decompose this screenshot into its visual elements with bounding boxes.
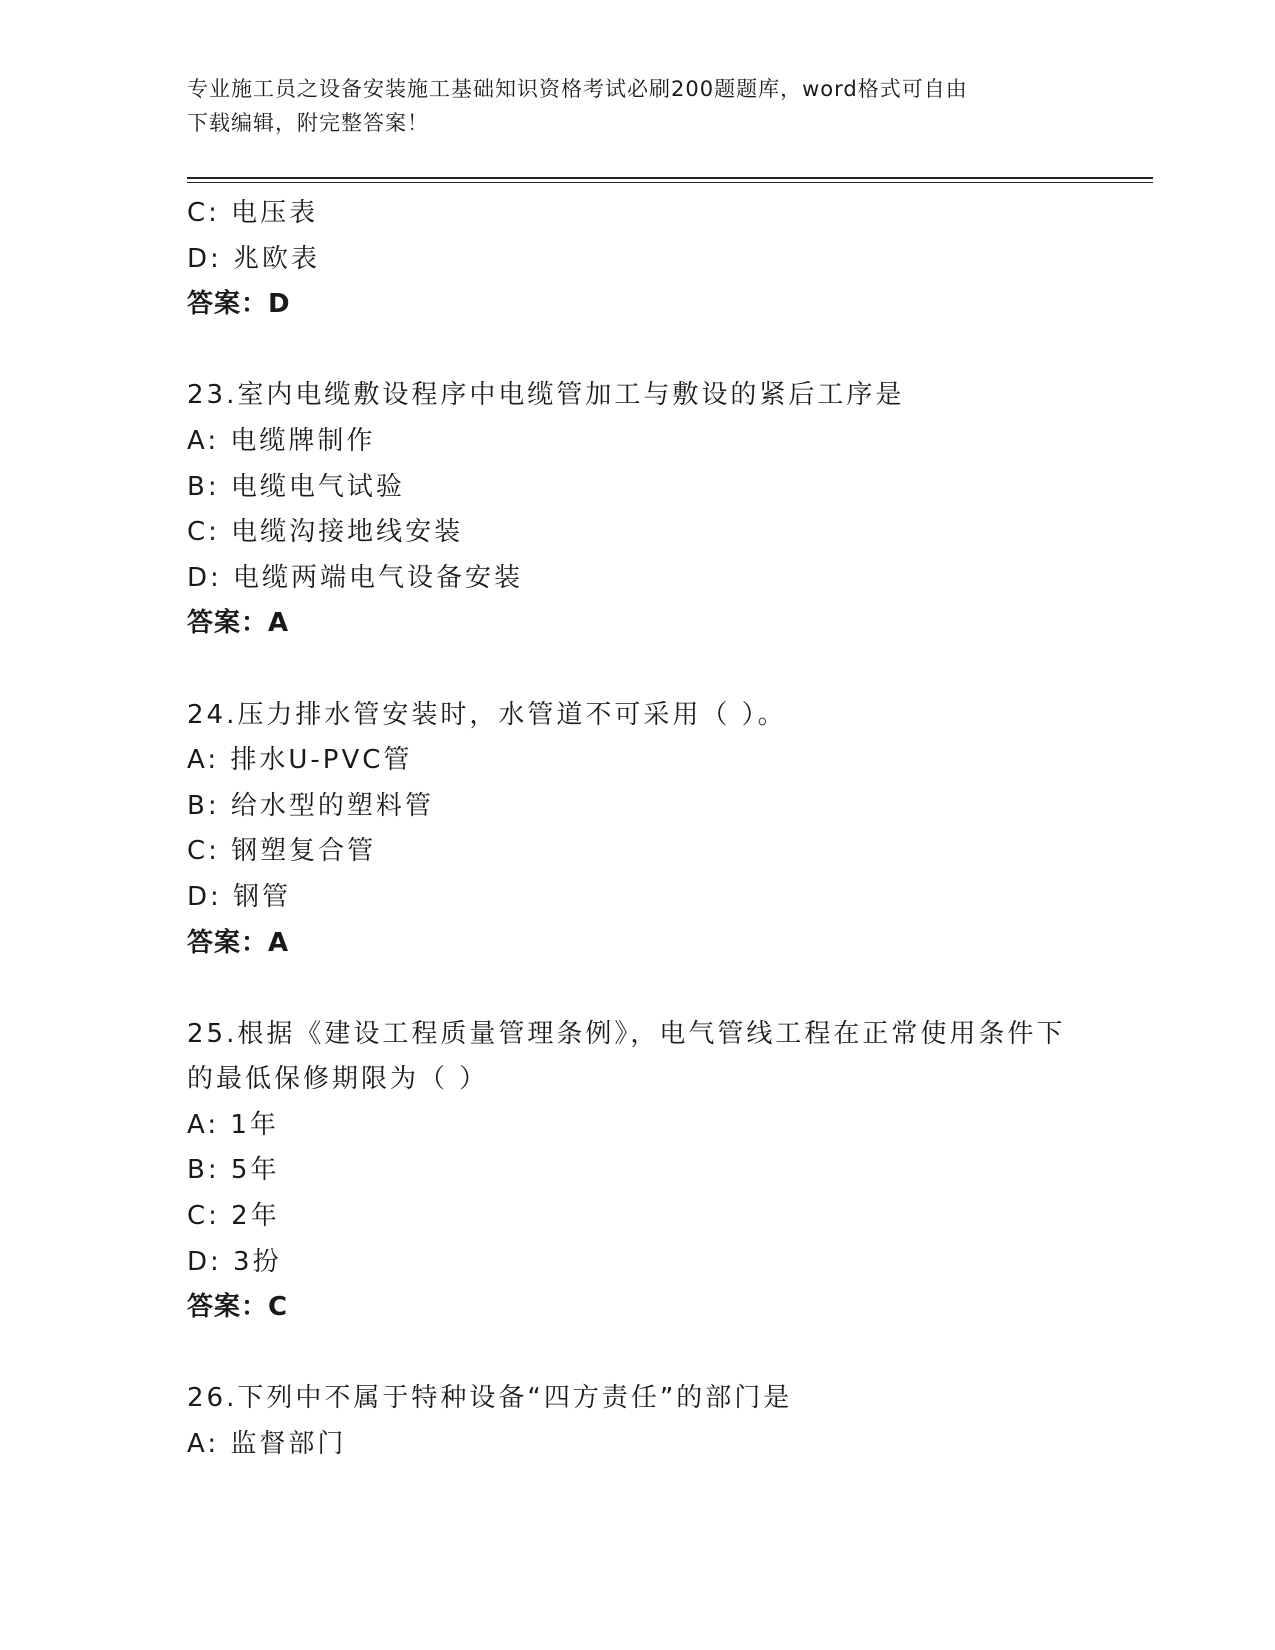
option-c: C: 2年 (187, 1201, 280, 1232)
question-stem: 24.压力排水管安装时，水管道不可采用（ ）。 (187, 699, 787, 730)
option-a: A: 1年 (187, 1109, 279, 1140)
option-d: D: 钢管 (187, 881, 292, 912)
question-stem: 23.室内电缆敷设程序中电缆管加工与敷设的紧后工序是 (187, 380, 905, 411)
option-d: D: 兆欧表 (187, 243, 321, 274)
spacer (187, 966, 1087, 1012)
question-stem-continued: 的最低保修期限为（ ） (187, 1064, 489, 1095)
option-c: C: 钢塑复合管 (187, 836, 377, 867)
option-d: D: 电缆两端电气设备安装 (187, 562, 524, 593)
option-b: B: 给水型的塑料管 (187, 790, 434, 821)
answer: 答案：A (187, 927, 290, 958)
option-a: A: 排水U-PVC管 (187, 745, 413, 776)
option-c: C: 电压表 (187, 198, 319, 228)
question-stem: 25.根据《建设工程质量管理条例》，电气管线工程在正常使用条件下 (187, 1018, 1066, 1049)
document-header (187, 72, 1067, 140)
header-divider (187, 177, 1153, 183)
question-list (187, 191, 1087, 1468)
option-a: A: 监督部门 (187, 1429, 347, 1460)
spacer (187, 328, 1087, 374)
option-c: C: 电缆沟接地线安装 (187, 517, 464, 548)
answer: 答案：D (187, 289, 291, 320)
option-b: B: 电缆电气试验 (187, 471, 405, 502)
spacer (187, 647, 1087, 693)
header-line-1: 专业施工员之设备安装施工基础知识资格考试必刷200题题库，word格式可自由 (187, 77, 968, 101)
question-stem: 26.下列中不属于特种设备“四方责任”的部门是 (187, 1383, 793, 1414)
answer: 答案：C (187, 1292, 289, 1323)
option-b: B: 5年 (187, 1155, 280, 1186)
header-line-2: 下载编辑，附完整答案！ (187, 111, 429, 135)
option-a: A: 电缆牌制作 (187, 425, 376, 456)
option-d: D: 3扮 (187, 1246, 282, 1277)
answer: 答案：A (187, 608, 290, 639)
spacer (187, 1331, 1087, 1377)
